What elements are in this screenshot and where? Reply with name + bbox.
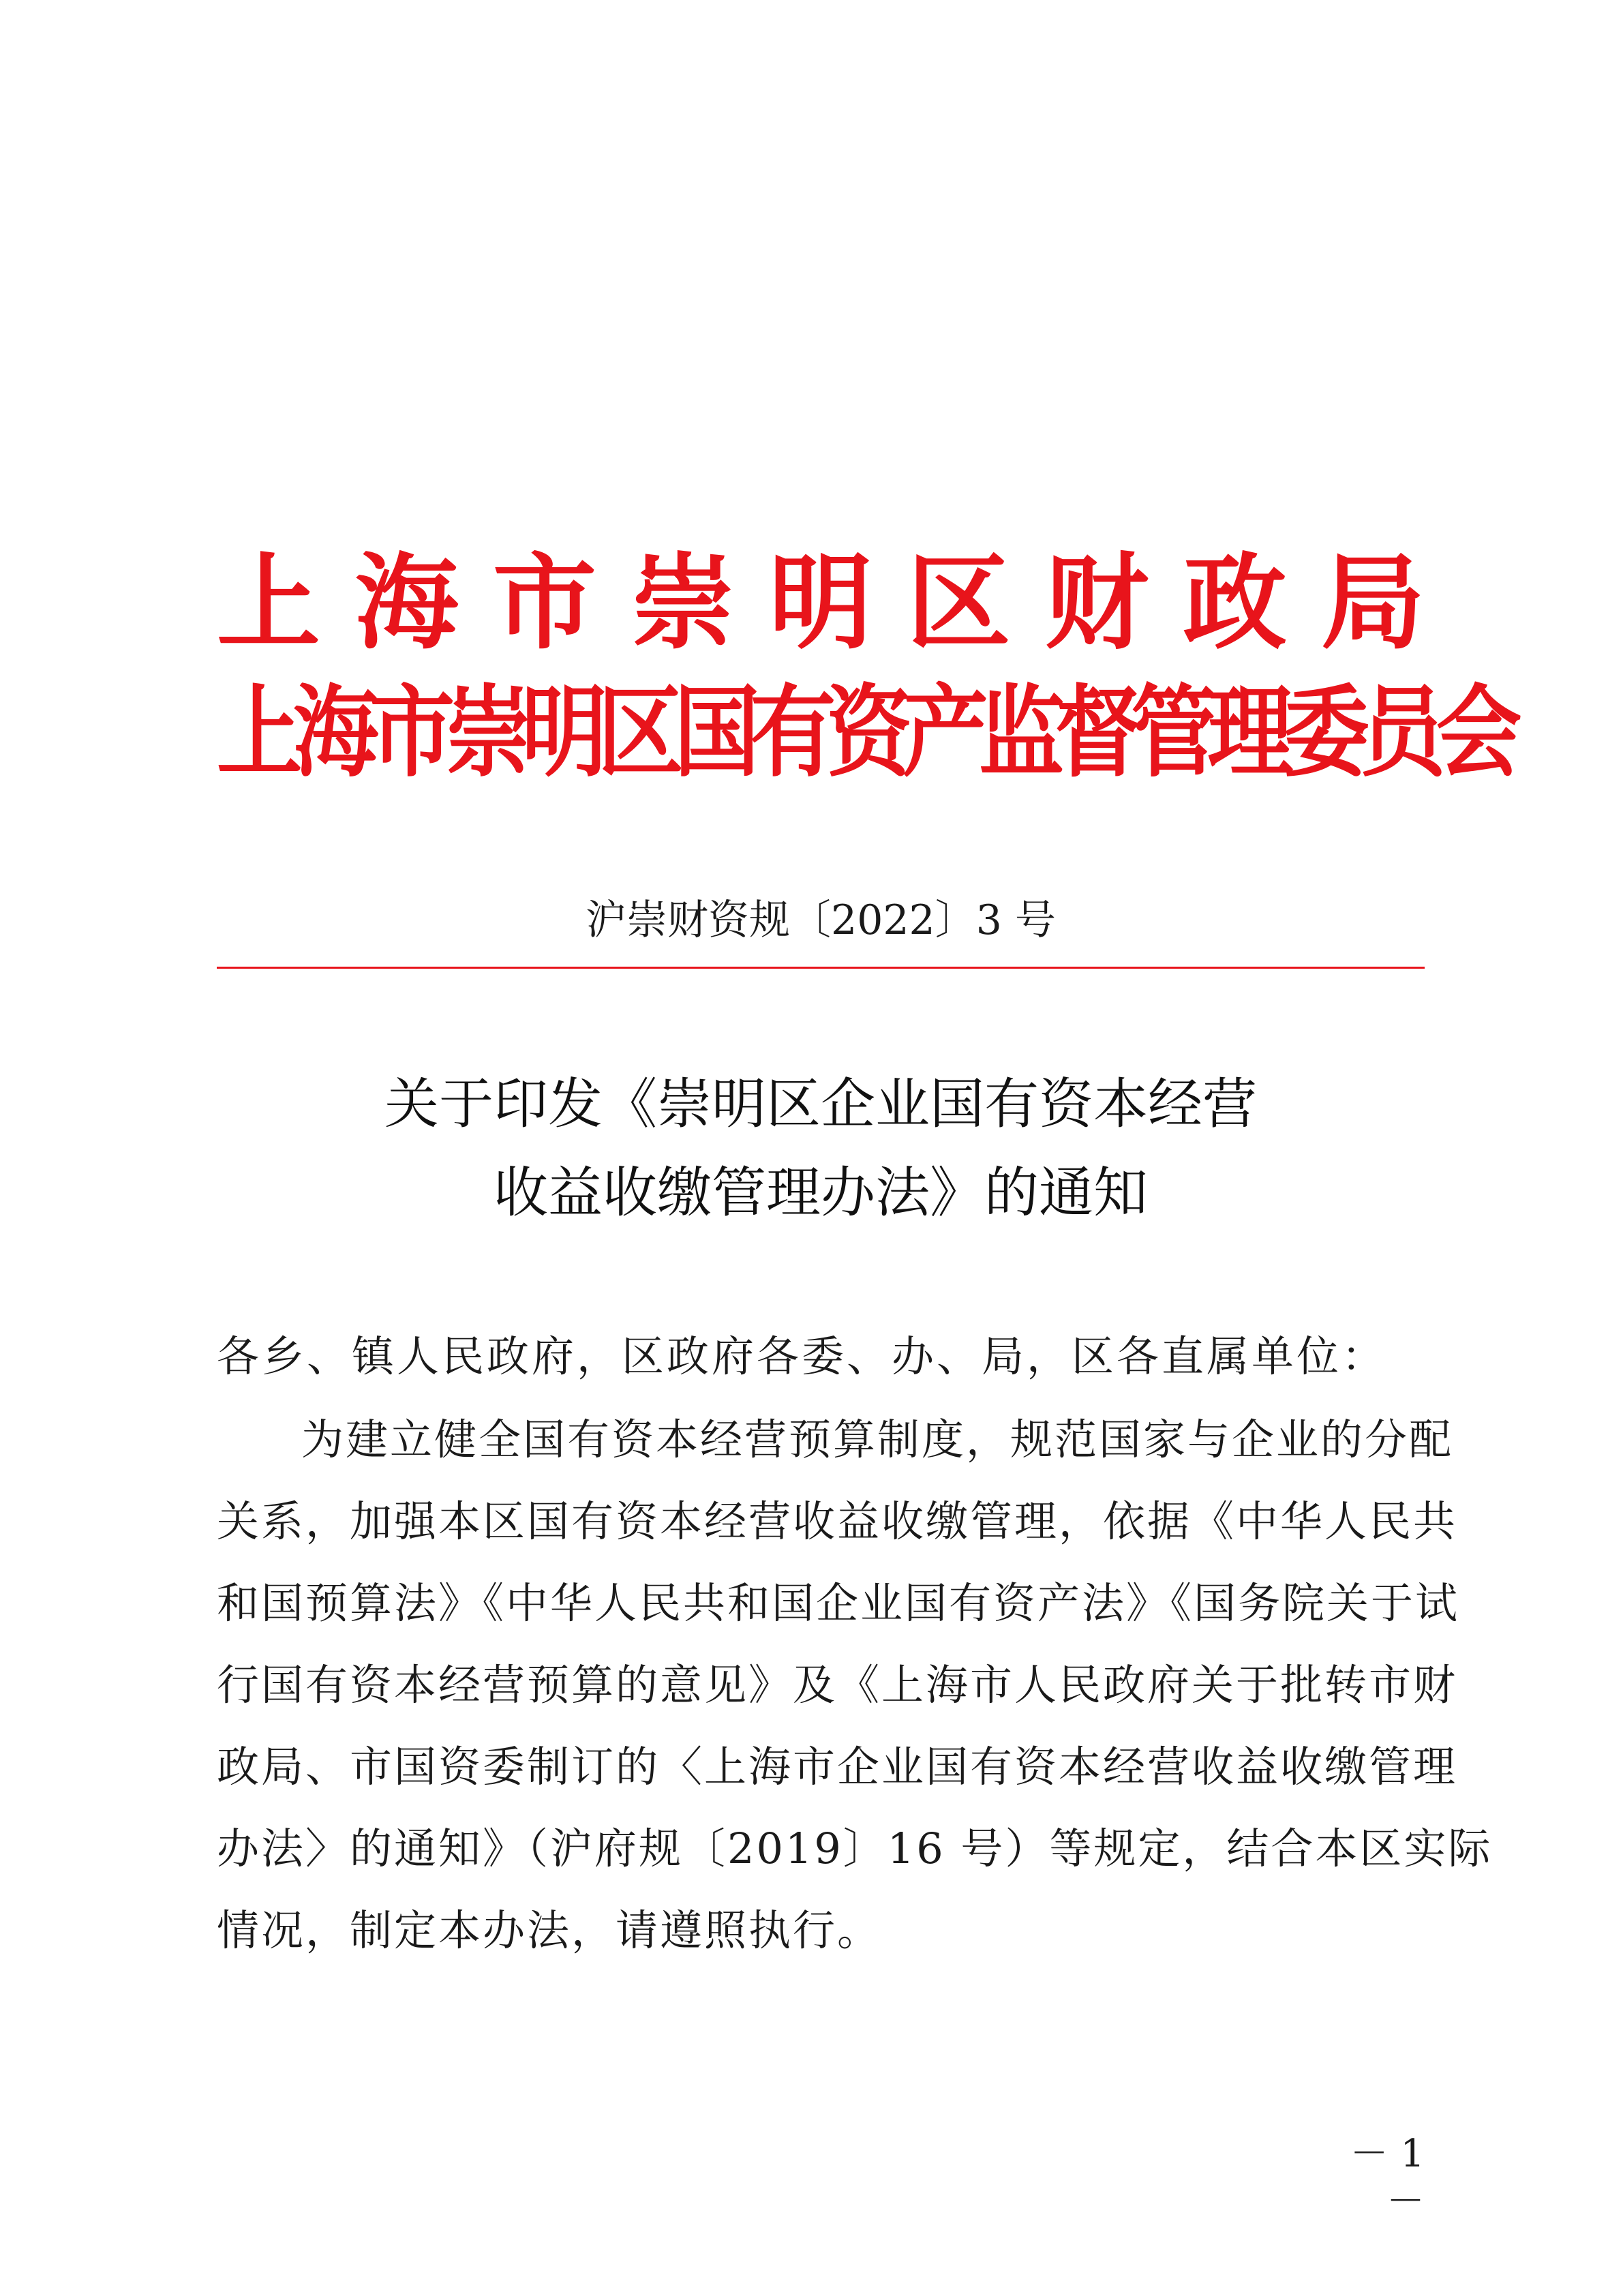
issuer-char: 明 bbox=[769, 543, 873, 663]
paragraph-line: 情况，制定本办法，请遵照执行。 bbox=[217, 1905, 882, 1955]
document-title-line-1: 关于印发《崇明区企业国有资本经营 bbox=[384, 1072, 1257, 1136]
issuer-sasac: 上海市崇明区国有资产监督管理委员会 bbox=[217, 675, 1513, 791]
issuer-char: 海 bbox=[354, 543, 459, 663]
red-separator-line bbox=[217, 967, 1425, 969]
document-number: 沪崇财资规〔2022〕3 号 bbox=[586, 896, 1056, 944]
issuer-char: 政 bbox=[1183, 543, 1287, 663]
issuer-char: 局 bbox=[1321, 543, 1425, 663]
paragraph-line: 为建立健全国有资本经营预算制度，规范国家与企业的分配 bbox=[301, 1415, 1454, 1464]
paragraph-line: 政局、市国资委制订的〈上海市企业国有资本经营收益收缴管理 bbox=[217, 1742, 1458, 1792]
issuer-char: 崇 bbox=[631, 543, 735, 663]
paragraph-line: 行国有资本经营预算的意见》及《上海市人民政府关于批转市财 bbox=[217, 1660, 1458, 1710]
issuer-finance-bureau bbox=[217, 545, 1425, 661]
issuer-char: 市 bbox=[493, 543, 596, 663]
paragraph-line: 和国预算法》《中华人民共和国企业国有资产法》《国务院关于试 bbox=[217, 1578, 1460, 1628]
salutation: 各乡、镇人民政府，区政府各委、办、局，区各直属单位： bbox=[217, 1331, 1387, 1381]
issuer-char: 区 bbox=[907, 543, 1011, 663]
issuer-char: 上 bbox=[217, 543, 320, 663]
paragraph-line: 关系，加强本区国有资本经营收益收缴管理，依据《中华人民共 bbox=[217, 1496, 1458, 1546]
page-number: － 1 － bbox=[1350, 2132, 1425, 2224]
paragraph-line: 办法〉的通知》（沪府规〔2019〕16 号）等规定，结合本区实际 bbox=[217, 1824, 1493, 1873]
issuer-char: 财 bbox=[1045, 543, 1149, 663]
document-title-line-2: 收益收缴管理办法》的通知 bbox=[494, 1161, 1148, 1224]
